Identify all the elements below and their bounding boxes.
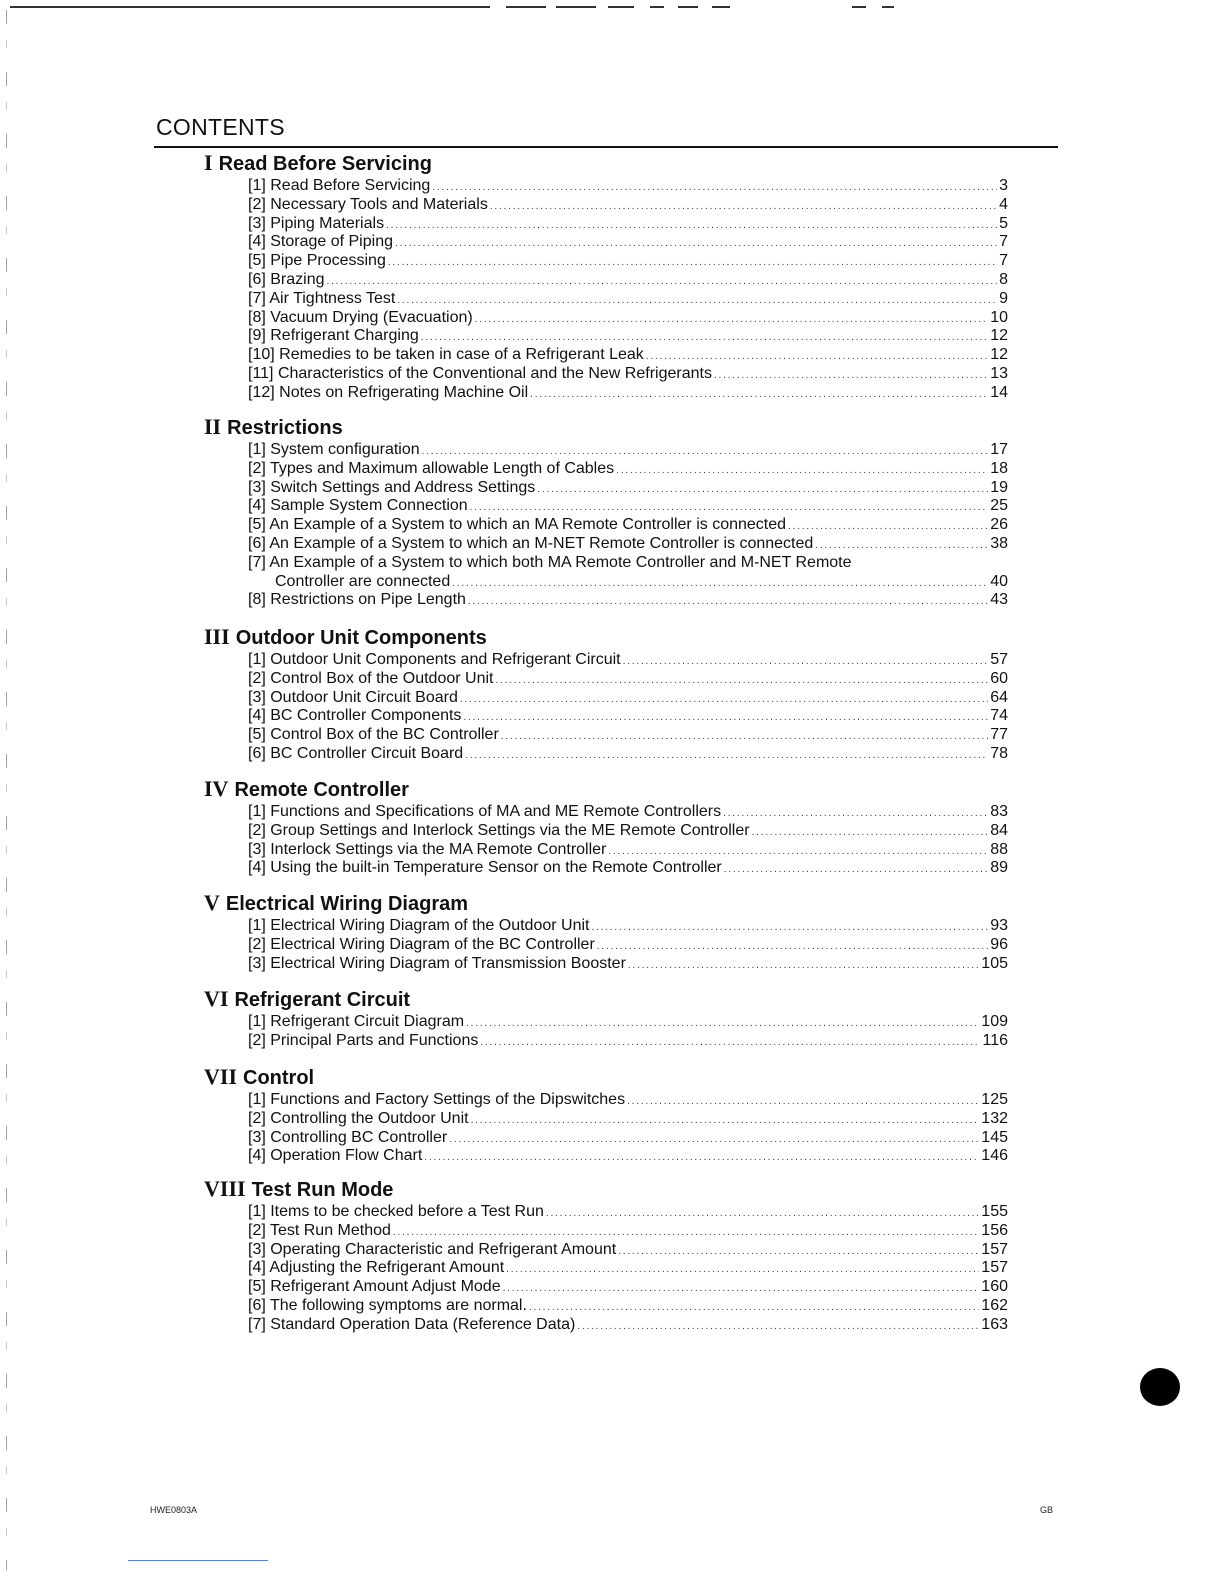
toc-entry-label: [2] Test Run Method — [248, 1221, 391, 1239]
toc-entry-page: 162 — [981, 1297, 1008, 1314]
toc-entry-label: [12] Notes on Refrigerating Machine Oil — [248, 383, 529, 401]
toc-entry-page: 25 — [990, 497, 1008, 515]
dot-leader — [724, 860, 988, 879]
toc-entry-page: 9 — [999, 289, 1008, 307]
toc-entry[interactable] — [248, 251, 1008, 270]
toc-entry[interactable] — [248, 1146, 1008, 1165]
chapter-heading[interactable] — [204, 776, 409, 802]
toc-entry[interactable] — [248, 478, 1008, 497]
toc-entry-page: 7 — [999, 252, 1008, 270]
toc-entry-page: 93 — [990, 917, 1008, 934]
toc-entry-page: 3 — [999, 177, 1008, 194]
chapter-title: Outdoor Unit Components — [235, 627, 487, 649]
toc-entry-page: 12 — [990, 346, 1008, 364]
toc-entry-page: 10 — [990, 308, 1008, 326]
toc-entry[interactable] — [248, 725, 1008, 744]
chapter-heading[interactable] — [204, 624, 487, 650]
toc-entry[interactable] — [248, 1315, 1008, 1334]
toc-entry-page: 157 — [981, 1240, 1008, 1258]
toc-entry-label: [3] Electrical Wiring Diagram of Transmission Booster — [248, 954, 626, 972]
toc-entry[interactable] — [248, 553, 1008, 572]
toc-entry-label: [2] Principal Parts and Functions — [248, 1031, 479, 1049]
toc-entry-page: 84 — [990, 821, 1008, 839]
toc-entry-page: 116 — [982, 1031, 1008, 1049]
dot-leader — [577, 1317, 979, 1336]
chapter-number: III — [204, 624, 230, 649]
toc-entry-label: [1] Refrigerant Circuit Diagram — [248, 1013, 465, 1030]
toc-entry-page: 4 — [999, 195, 1008, 213]
toc-entry[interactable] — [248, 590, 1008, 609]
toc-entry-page: 89 — [990, 859, 1008, 877]
toc-entry-label: [3] Controlling BC Controller — [248, 1128, 448, 1146]
toc-entry-label: [11] Characteristics of the Conventional and the New Refrigerants — [248, 365, 712, 382]
chapter-number: VII — [204, 1064, 238, 1089]
toc-entry-page: 14 — [990, 383, 1008, 401]
toc-entry-label: [3] Outdoor Unit Circuit Board — [248, 688, 458, 706]
toc-entry-label: [4] BC Controller Components — [248, 707, 462, 725]
toc-entry[interactable] — [248, 1258, 1008, 1277]
toc-entry-page: 157 — [981, 1259, 1008, 1277]
toc-entry[interactable] — [248, 706, 1008, 725]
toc-entry-label: [1] System configuration — [248, 441, 420, 458]
toc-entry[interactable] — [248, 1109, 1008, 1128]
toc-entry-label: [2] Group Settings and Interlock Settings via the ME Remote Controller — [248, 821, 750, 839]
toc-entry-page: 83 — [990, 803, 1008, 820]
toc-entry-page: 146 — [981, 1147, 1008, 1165]
toc-entry[interactable] — [248, 821, 1008, 840]
toc-entry-label: [4] Sample System Connection — [248, 497, 468, 515]
chapter-number: IV — [204, 776, 229, 801]
toc-entry-label: [2] Controlling the Outdoor Unit — [248, 1109, 469, 1127]
toc-entry[interactable] — [248, 289, 1008, 308]
dot-leader — [480, 1033, 980, 1052]
toc-entry-page: 38 — [990, 535, 1008, 552]
language-code: GB — [1040, 1505, 1054, 1515]
toc-entry-label: [7] Air Tightness Test — [248, 289, 396, 307]
toc-entry[interactable] — [248, 195, 1008, 214]
toc-entry-label: [1] Outdoor Unit Components and Refrigerant Circuit — [248, 651, 621, 668]
toc-entry-label: [5] Control Box of the BC Controller — [248, 726, 499, 744]
dot-leader — [465, 746, 988, 765]
dot-leader — [424, 1148, 979, 1167]
toc-entry-page: 105 — [981, 954, 1008, 972]
toc-entry[interactable] — [248, 308, 1008, 327]
toc-entry[interactable] — [248, 1090, 1008, 1109]
chapter-heading[interactable] — [204, 1176, 393, 1202]
toc-entry-label: [6] BC Controller Circuit Board — [248, 745, 464, 762]
toc-entry[interactable] — [248, 364, 1008, 383]
toc-entry[interactable] — [248, 270, 1008, 289]
toc-entry-label: [2] Necessary Tools and Materials — [248, 195, 488, 213]
toc-entry[interactable] — [248, 916, 1008, 935]
toc-entry-label: [3] Switch Settings and Address Settings — [248, 478, 536, 496]
toc-entry-label: [6] An Example of a System to which an M-NET Remote Controller is connected — [248, 535, 814, 552]
toc-entry-page: 78 — [990, 745, 1008, 762]
toc-entry-page: 26 — [990, 516, 1008, 534]
toc-entry-page: 163 — [981, 1315, 1008, 1333]
toc-entry-label: [2] Control Box of the Outdoor Unit — [248, 669, 494, 687]
toc-entry-label: [10] Remedies to be taken in case of a Refrigerant Leak — [248, 346, 644, 364]
scan-blot — [1140, 1368, 1180, 1406]
toc-entry-page: 13 — [990, 365, 1008, 382]
toc-entry[interactable] — [248, 1240, 1008, 1259]
chapter-heading[interactable] — [204, 890, 468, 916]
toc-entry-label: [4] Using the built-in Temperature Sensor on the Remote Controller — [248, 859, 722, 877]
toc-entry[interactable] — [248, 744, 1008, 763]
toc-entry-page: 17 — [990, 441, 1008, 458]
toc-entry[interactable] — [248, 1031, 1008, 1050]
toc-entry[interactable] — [248, 496, 1008, 515]
chapter-title: Remote Controller — [234, 779, 409, 801]
toc-entry-page: 156 — [981, 1221, 1008, 1239]
toc-entry[interactable] — [248, 1128, 1008, 1147]
toc-entry-page: 18 — [990, 459, 1008, 477]
document-code: HWE0803A — [150, 1505, 198, 1515]
toc-entry-page: 60 — [990, 669, 1008, 687]
toc-entry[interactable] — [248, 1296, 1008, 1315]
toc-entry-page: 19 — [990, 478, 1008, 496]
toc-entry-label: [8] Restrictions on Pipe Length — [248, 591, 466, 609]
toc-entry-page: 77 — [990, 726, 1008, 744]
toc-entry[interactable] — [248, 669, 1008, 688]
toc-entry-page: 7 — [999, 233, 1008, 251]
toc-entry-page: 160 — [981, 1278, 1008, 1296]
toc-entry-page: 5 — [999, 214, 1008, 232]
toc-entry[interactable] — [248, 534, 1008, 553]
chapter-number: V — [204, 890, 220, 915]
toc-entry-page: 64 — [990, 688, 1008, 706]
toc-entry-label: [6] Brazing — [248, 271, 325, 288]
chapter-title: Refrigerant Circuit — [234, 989, 411, 1011]
chapter-heading[interactable] — [204, 414, 343, 440]
toc-entry-label: [2] Types and Maximum allowable Length of Cables — [248, 459, 615, 477]
chapter-title: Test Run Mode — [251, 1179, 394, 1201]
toc-entry-page: 74 — [990, 707, 1008, 725]
toc-entry-label: [4] Adjusting the Refrigerant Amount — [248, 1259, 505, 1277]
dot-leader — [530, 385, 988, 404]
toc-entry[interactable] — [248, 214, 1008, 233]
toc-entry-label: [3] Operating Characteristic and Refrigerant Amount — [248, 1240, 617, 1258]
toc-entry-page: 145 — [981, 1128, 1008, 1146]
toc-entry[interactable] — [248, 650, 1008, 669]
toc-entry-label: [2] Electrical Wiring Diagram of the BC Controller — [248, 935, 595, 953]
toc-entry[interactable] — [248, 802, 1008, 821]
toc-entry[interactable] — [248, 383, 1008, 402]
page-title: CONTENTS — [156, 114, 285, 140]
toc-entry-label: [6] The following symptoms are normal. — [248, 1297, 527, 1314]
toc-entry[interactable] — [248, 1277, 1008, 1296]
toc-entry-label: [1] Functions and Specifications of MA and ME Remote Controllers — [248, 803, 722, 820]
toc-entry[interactable] — [248, 840, 1008, 859]
toc-entry-label: [7] Standard Operation Data (Reference Data) — [248, 1315, 576, 1333]
toc-entry-label: [5] An Example of a System to which an MA Remote Controller is connected — [248, 516, 787, 534]
toc-entry-page: 40 — [990, 572, 1008, 590]
dot-leader — [468, 592, 988, 611]
chapter-number: I — [204, 150, 213, 175]
toc-entry[interactable] — [248, 1012, 1008, 1031]
toc-entry-page: 43 — [990, 591, 1008, 609]
toc-entry[interactable] — [248, 954, 1008, 973]
toc-entry-label: [9] Refrigerant Charging — [248, 327, 419, 345]
toc-entry-label: [1] Read Before Servicing — [248, 177, 431, 194]
chapter-number: VI — [204, 986, 229, 1011]
chapter-heading[interactable] — [204, 1064, 314, 1090]
toc-entry-label: [1] Electrical Wiring Diagram of the Outdoor Unit — [248, 917, 590, 934]
toc-entry[interactable] — [248, 440, 1008, 459]
toc-entry[interactable] — [248, 459, 1008, 478]
chapter-heading[interactable] — [204, 986, 410, 1012]
toc-entry-label: [5] Refrigerant Amount Adjust Mode — [248, 1278, 501, 1296]
toc-entry[interactable] — [248, 232, 1008, 251]
toc-entry[interactable] — [248, 858, 1008, 877]
chapter-number: VIII — [204, 1176, 246, 1201]
chapter-title: Control — [243, 1067, 315, 1089]
toc-entry-page: 132 — [981, 1109, 1008, 1127]
toc-entry[interactable] — [248, 935, 1008, 954]
toc-entry[interactable] — [248, 1202, 1008, 1221]
toc-entry-page: 109 — [981, 1013, 1008, 1030]
toc-entry[interactable] — [248, 1221, 1008, 1240]
toc-entry-page: 125 — [981, 1091, 1008, 1108]
chapter-number: II — [204, 414, 222, 439]
toc-entry-label: [7] An Example of a System to which both MA Remote Controller and M-NET Remote — [248, 553, 852, 571]
toc-entry-page: 88 — [990, 840, 1008, 858]
toc-entry-label: [5] Pipe Processing — [248, 252, 386, 270]
toc-entry-label: [3] Interlock Settings via the MA Remote Controller — [248, 840, 607, 858]
toc-entry-label: [4] Operation Flow Chart — [248, 1147, 423, 1165]
toc-entry-label: [8] Vacuum Drying (Evacuation) — [248, 308, 473, 326]
toc-entry[interactable] — [248, 688, 1008, 707]
toc-entry-label: Controller are connected — [275, 572, 451, 590]
chapter-title: Restrictions — [227, 417, 343, 439]
dot-leader — [628, 956, 979, 975]
toc-entry-page: 8 — [999, 271, 1008, 288]
toc-entry-label: [3] Piping Materials — [248, 214, 385, 232]
toc-entry-page: 12 — [990, 327, 1008, 345]
toc-entry[interactable] — [248, 515, 1008, 534]
toc-entry-page: 96 — [990, 935, 1008, 953]
toc-entry[interactable] — [248, 345, 1008, 364]
chapter-title: Electrical Wiring Diagram — [225, 893, 469, 915]
chapter-heading[interactable] — [204, 150, 432, 176]
toc-entry[interactable] — [248, 572, 1008, 591]
scan-bottom-mark — [128, 1560, 268, 1561]
toc-entry-page: 155 — [981, 1203, 1008, 1220]
toc-entry-page: 57 — [990, 651, 1008, 668]
toc-entry[interactable] — [248, 326, 1008, 345]
toc-entry[interactable] — [248, 176, 1008, 195]
toc-entry-label: [1] Items to be checked before a Test Run — [248, 1203, 544, 1220]
toc-entry-label: [1] Functions and Factory Settings of the Dipswitches — [248, 1091, 626, 1108]
toc-entry-label: [4] Storage of Piping — [248, 233, 393, 251]
chapter-title: Read Before Servicing — [218, 153, 432, 175]
